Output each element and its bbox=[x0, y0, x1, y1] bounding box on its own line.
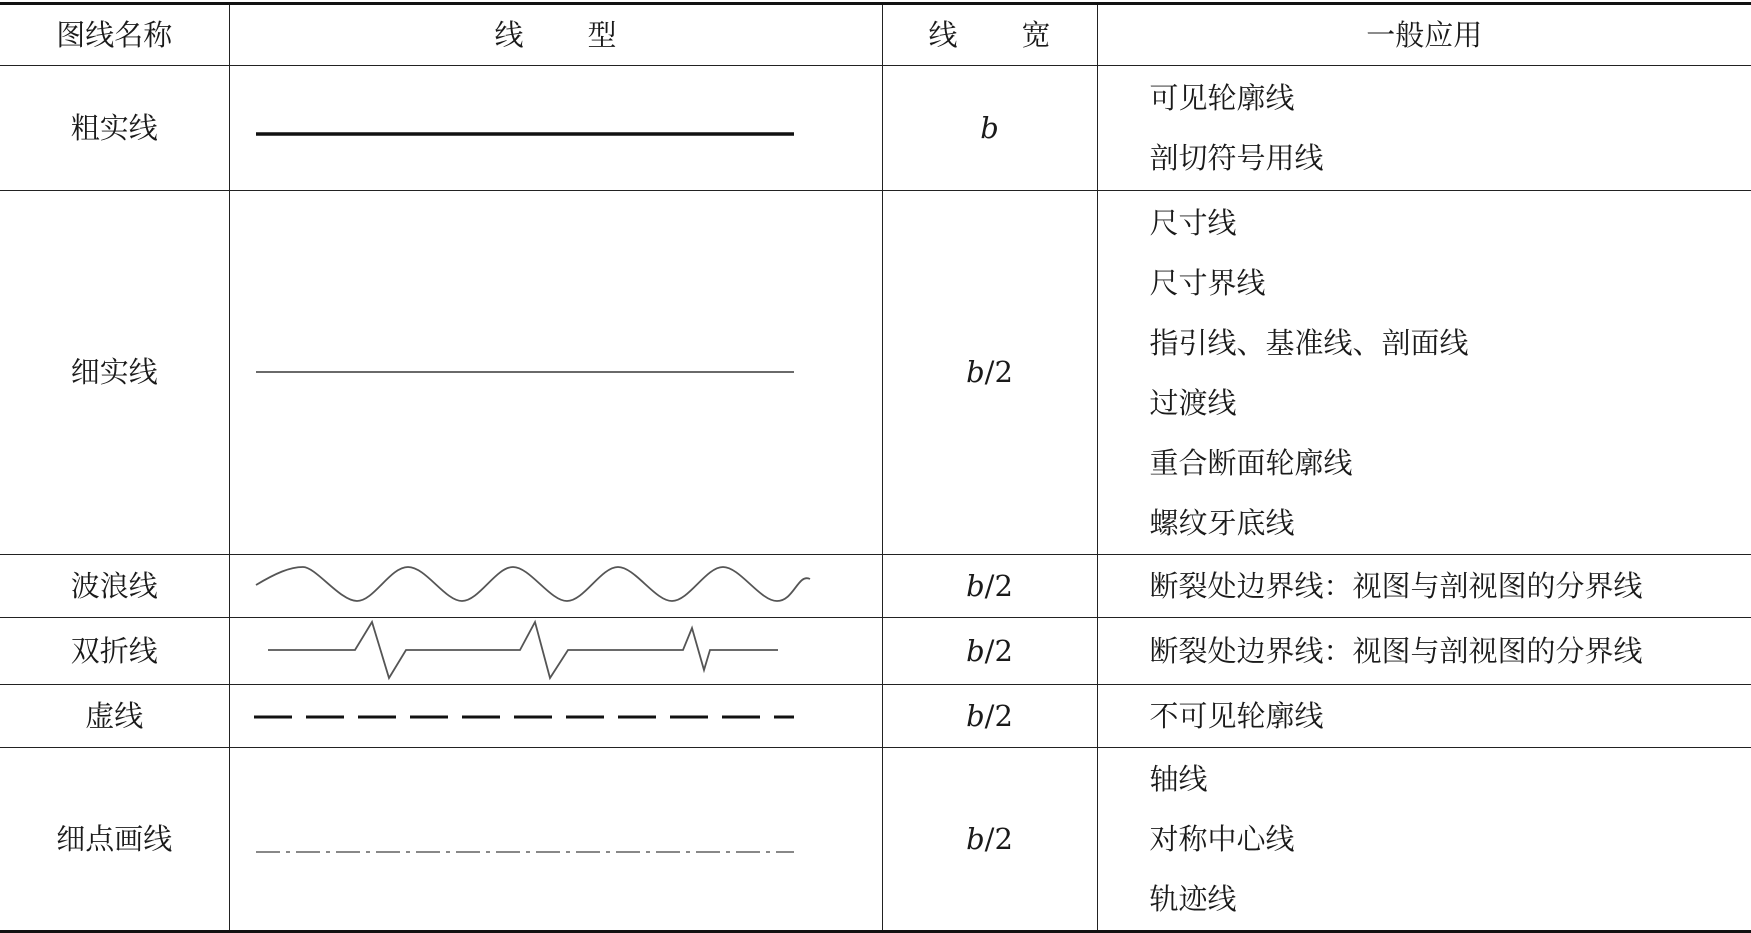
thin-solid-line-sample bbox=[230, 191, 883, 554]
line-width-suffix: /2 bbox=[985, 822, 1013, 856]
line-width-suffix: /2 bbox=[985, 634, 1013, 668]
header-general-use-text: 一般应用 bbox=[1366, 18, 1482, 52]
use-list bbox=[1150, 634, 1751, 669]
line-use-cell bbox=[1097, 618, 1751, 685]
dashed-line-sample bbox=[230, 685, 883, 747]
table-row bbox=[0, 685, 1751, 748]
line-name: 粗实线 bbox=[71, 111, 158, 145]
dash-dot-line-sample bbox=[230, 748, 883, 930]
line-width-var: b bbox=[966, 569, 985, 603]
table-row bbox=[0, 618, 1751, 685]
header-line-name bbox=[0, 4, 229, 66]
line-use-cell bbox=[1097, 555, 1751, 618]
header-line-width bbox=[882, 4, 1097, 66]
list-item: 可见轮廓线 bbox=[1150, 68, 1751, 128]
line-name: 细实线 bbox=[71, 355, 158, 389]
line-name-cell bbox=[0, 66, 229, 191]
header-general-use bbox=[1097, 4, 1751, 66]
line-use-cell bbox=[1097, 685, 1751, 748]
line-width-var: b bbox=[966, 355, 985, 389]
use-list bbox=[1150, 569, 1751, 604]
list-item: 尺寸界线 bbox=[1150, 253, 1751, 313]
line-width-cell bbox=[882, 191, 1097, 555]
list-item: 指引线、基准线、剖面线 bbox=[1150, 313, 1751, 373]
list-item: 重合断面轮廓线 bbox=[1150, 433, 1751, 493]
wave-line-sample bbox=[230, 555, 883, 617]
use-list bbox=[1150, 193, 1751, 553]
line-use-cell bbox=[1097, 748, 1751, 932]
table-row bbox=[0, 191, 1751, 555]
header-line-width-char1: 线 bbox=[928, 18, 957, 52]
line-width-suffix: /2 bbox=[985, 355, 1013, 389]
line-sample-cell bbox=[229, 685, 882, 748]
table-row bbox=[0, 66, 1751, 191]
line-name-cell bbox=[0, 748, 229, 932]
table-row bbox=[0, 555, 1751, 618]
header-line-type bbox=[229, 4, 882, 66]
line-sample-cell bbox=[229, 555, 882, 618]
line-width-cell bbox=[882, 555, 1097, 618]
list-item: 轨迹线 bbox=[1150, 869, 1751, 929]
header-line-type-char1: 线 bbox=[494, 18, 523, 52]
line-name: 细点画线 bbox=[56, 822, 172, 856]
use-list bbox=[1150, 749, 1751, 929]
line-name: 双折线 bbox=[71, 634, 158, 668]
use-list bbox=[1150, 699, 1751, 734]
list-item: 断裂处边界线：视图与剖视图的分界线 bbox=[1150, 634, 1751, 669]
line-name-cell bbox=[0, 191, 229, 555]
header-line-name-text: 图线名称 bbox=[56, 18, 172, 52]
line-width-cell bbox=[882, 618, 1097, 685]
list-item: 对称中心线 bbox=[1150, 809, 1751, 869]
zigzag-line-sample bbox=[230, 618, 883, 684]
line-sample-cell bbox=[229, 191, 882, 555]
line-name: 波浪线 bbox=[71, 569, 158, 603]
header-row bbox=[0, 4, 1751, 66]
line-use-cell bbox=[1097, 191, 1751, 555]
line-width-var: b bbox=[966, 822, 985, 856]
line-name-cell bbox=[0, 685, 229, 748]
list-item: 轴线 bbox=[1150, 749, 1751, 809]
list-item: 不可见轮廓线 bbox=[1150, 699, 1751, 734]
line-sample-cell bbox=[229, 66, 882, 191]
line-type-table bbox=[0, 2, 1751, 933]
line-use-cell bbox=[1097, 66, 1751, 191]
line-width-var: b bbox=[966, 634, 985, 668]
list-item: 螺纹牙底线 bbox=[1150, 493, 1751, 553]
line-width-cell bbox=[882, 748, 1097, 932]
table-row bbox=[0, 748, 1751, 932]
line-sample-cell bbox=[229, 748, 882, 932]
line-width-suffix: /2 bbox=[985, 699, 1013, 733]
line-width-cell bbox=[882, 66, 1097, 191]
header-line-type-char2: 型 bbox=[588, 18, 617, 52]
line-name: 虚线 bbox=[85, 699, 143, 733]
list-item: 尺寸线 bbox=[1150, 193, 1751, 253]
line-name-cell bbox=[0, 618, 229, 685]
header-line-width-char2: 宽 bbox=[1022, 18, 1051, 52]
line-name-cell bbox=[0, 555, 229, 618]
use-list bbox=[1150, 68, 1751, 188]
list-item: 过渡线 bbox=[1150, 373, 1751, 433]
line-width-var: b bbox=[980, 111, 999, 145]
thick-solid-line-sample bbox=[230, 66, 883, 190]
line-width-suffix: /2 bbox=[985, 569, 1013, 603]
line-width-cell bbox=[882, 685, 1097, 748]
line-sample-cell bbox=[229, 618, 882, 685]
list-item: 断裂处边界线：视图与剖视图的分界线 bbox=[1150, 569, 1751, 604]
list-item: 剖切符号用线 bbox=[1150, 128, 1751, 188]
line-width-var: b bbox=[966, 699, 985, 733]
